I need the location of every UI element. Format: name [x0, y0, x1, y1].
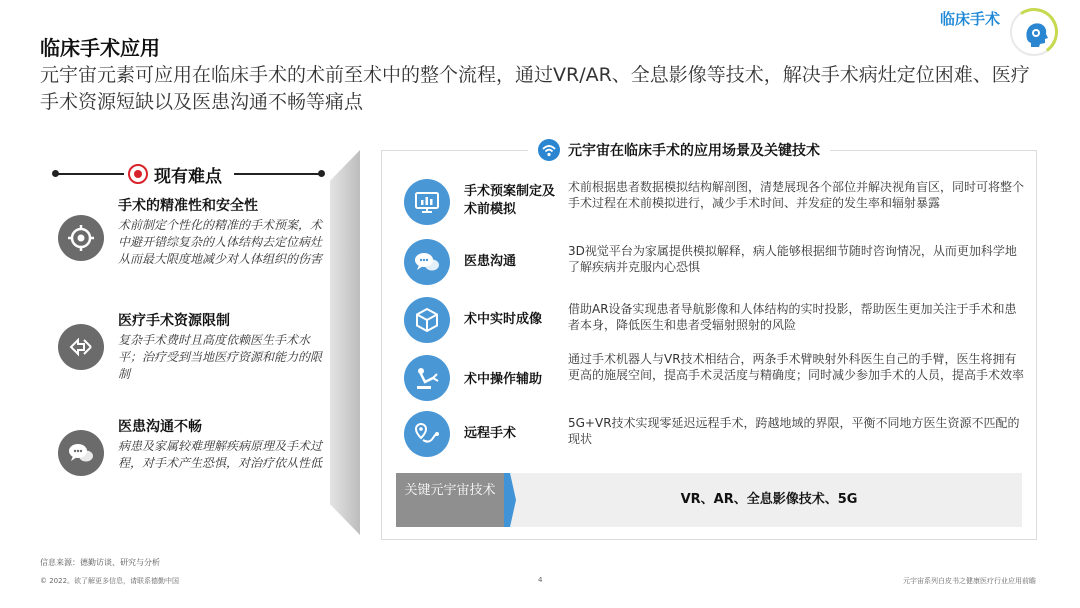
footer-copyright: © 2022。欲了解更多信息，请联系德勤中国 — [40, 577, 180, 585]
difficulties-heading — [52, 162, 322, 186]
scene-item-remote — [404, 409, 1024, 461]
panel-divider — [330, 150, 360, 535]
location-route-icon — [404, 411, 450, 457]
monitor-chart-icon — [404, 179, 450, 225]
difficulty-item-communication — [58, 416, 328, 506]
difficulty-item-resources — [58, 310, 328, 400]
footer-series-title: 元宇宙系列白皮书之健康医疗行业应用前瞻 — [903, 577, 1036, 585]
cube-icon — [404, 297, 450, 343]
chevron-right-icon — [504, 473, 516, 527]
difficulty-desc: 复杂手术费时且高度依赖医生手术水平；治疗受到当地医疗资源和能力的限制 — [118, 333, 323, 381]
scene-name: 术中操作辅助 — [464, 372, 543, 387]
target-icon — [58, 215, 104, 261]
scene-item-communication — [404, 237, 1024, 289]
signal-icon — [538, 139, 560, 161]
difficulties-panel — [0, 150, 360, 535]
exchange-arrows-icon — [58, 324, 104, 370]
difficulties-title: 现有难点 — [154, 167, 222, 187]
scene-desc: 5G+VR技术实现零延迟远程手术，跨越地域的界限，平衡不同地方医生资源不匹配的现状 — [568, 416, 1020, 446]
scene-name: 手术预案制定及术前模拟 — [464, 184, 556, 217]
scenarios-heading — [528, 139, 830, 161]
robot-arm-icon — [404, 355, 450, 401]
difficulty-desc: 术前制定个性化的精准的手术预案，术中避开错综复杂的人体结构去定位病灶从而最大限度地减少对人体组织的伤害 — [118, 218, 323, 266]
footer-source: 信息来源：德勤访谈、研究与分析 — [40, 558, 160, 567]
scene-name: 医患沟通 — [464, 254, 517, 269]
scene-desc: 3D视觉平台为家属提供模拟解释，病人能够根据细节随时咨询情况，从而更加科学地了解疾病并克服内心恐惧 — [568, 244, 1017, 274]
scene-desc: 借助AR设备实现患者导航影像和人体结构的实时投影，帮助医生更加关注于手术和患者本身，降低医生和患者受辐射照射的风险 — [568, 302, 1017, 332]
difficulty-item-precision — [58, 195, 328, 305]
scene-name: 远程手术 — [464, 426, 517, 441]
difficulty-title: 医疗手术资源限制 — [118, 313, 230, 329]
difficulty-title: 手术的精准性和安全性 — [118, 198, 258, 214]
page-number: 4 — [538, 576, 543, 584]
scenarios-panel — [381, 143, 1037, 540]
chat-bubbles-icon — [404, 239, 450, 285]
scene-desc: 术前根据患者数据模拟结构解剖图，清楚展现各个部位并解决视角盲区，同时可将整个手术过程在术前模拟进行，减少手术时间、并发症的发生率和辐射暴露 — [568, 180, 1025, 210]
scenarios-title: 元宇宙在临床手术的应用场景及关键技术 — [568, 143, 820, 159]
key-tech-value: VR、AR、全息影像技术、5G — [680, 492, 858, 507]
difficulty-title: 医患沟通不畅 — [118, 419, 202, 435]
brain-logo-icon — [1010, 8, 1058, 56]
scene-item-robotic — [404, 351, 1024, 405]
scene-item-planning — [404, 179, 1024, 231]
section-tag: 临床手术 — [939, 10, 1000, 28]
scene-name: 术中实时成像 — [464, 312, 543, 327]
alert-target-icon — [128, 164, 148, 184]
scene-item-imaging — [404, 295, 1024, 347]
page-subtitle: 元宇宙元素可应用在临床手术的术前至术中的整个流程，通过VR/AR、全息影像等技术，解决手术病灶定位困难、医疗手术资源短缺以及医患沟通不畅等痛点 — [40, 64, 1030, 113]
scene-desc: 通过手术机器人与VR技术相结合，两条手术臂映射外科医生自己的手臂，医生将拥有更高的施展空间，提高手术灵活度与精确度；同时减少参加手术的人员，提高手术效率 — [568, 352, 1025, 382]
page-title: 临床手术应用 — [40, 36, 160, 60]
chat-bubbles-icon — [58, 430, 104, 476]
difficulty-desc: 病患及家属较难理解疾病原理及手术过程，对手术产生恐惧，对治疗依从性低 — [118, 439, 323, 470]
key-tech-bar — [396, 473, 1022, 527]
key-tech-label: 关键元宇宙技术 — [396, 473, 504, 527]
